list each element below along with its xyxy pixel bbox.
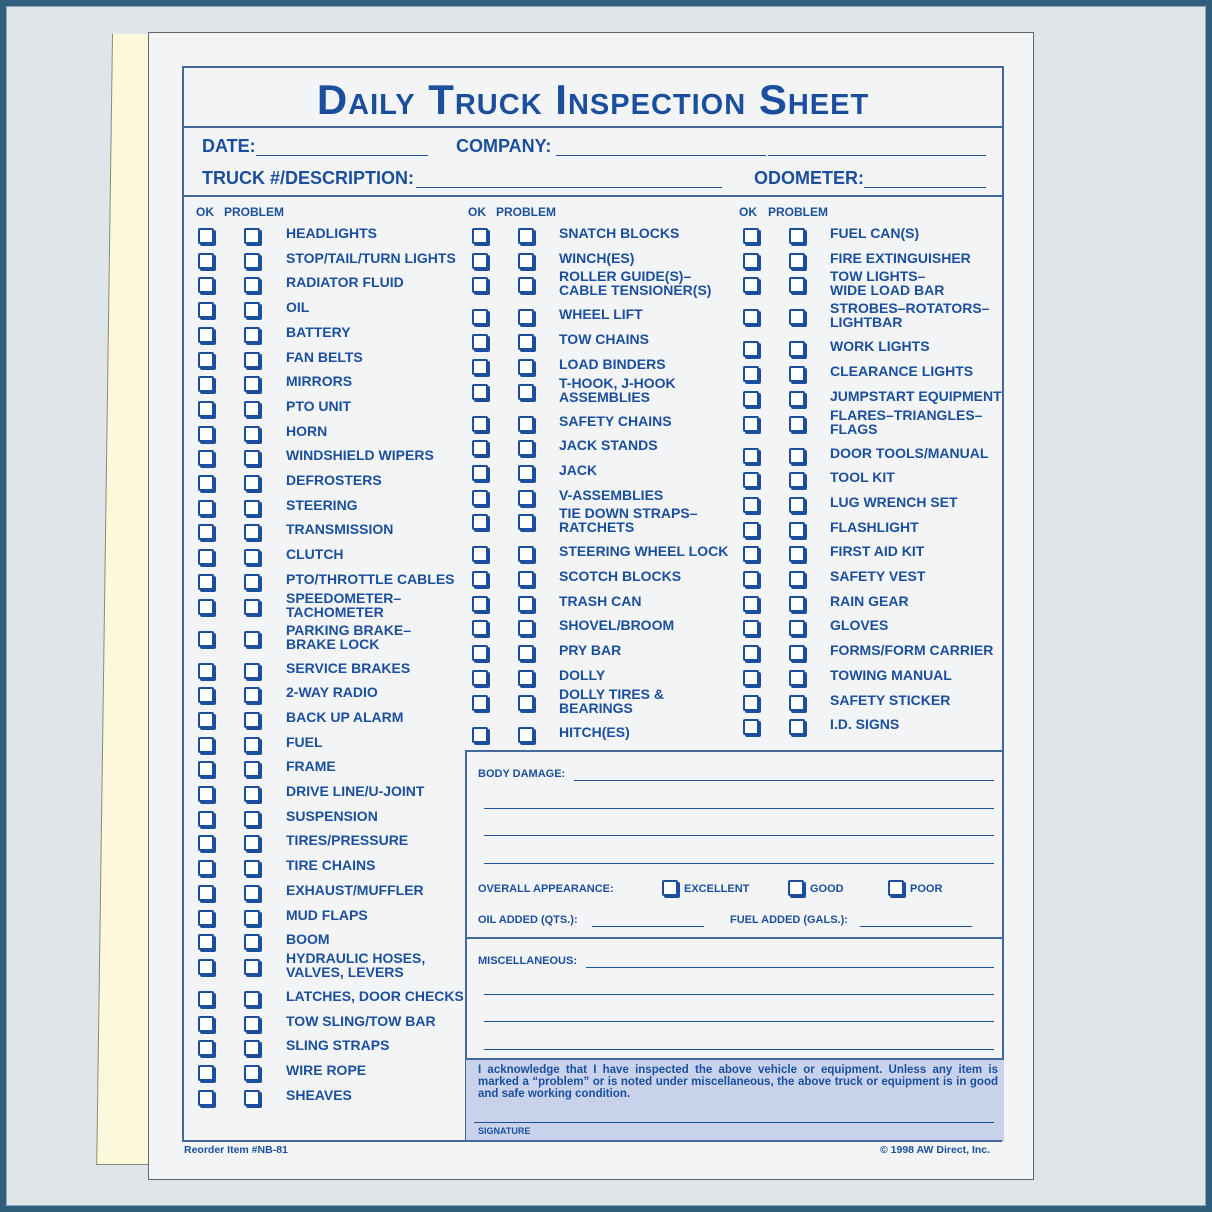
checklist-item-label: ROLLER GUIDE(S)– CABLE TENSIONER(S) [559,268,712,299]
problem-checkbox[interactable] [244,910,260,926]
checklist-item-label: PTO UNIT [286,397,352,414]
checklist-item-label: HORN [286,422,328,439]
ok-checkbox[interactable] [472,309,488,325]
checklist-item-label: MUD FLAPS [286,906,368,923]
problem-checkbox[interactable] [244,475,260,491]
checklist-item-label: FLASHLIGHT [830,518,919,535]
ok-checkbox[interactable] [472,727,488,743]
problem-checkbox[interactable] [789,695,805,711]
checklist-item-label: HEADLIGHTS [286,225,377,241]
checklist-item-label: FUEL CAN(S) [830,225,920,241]
ok-checkbox[interactable] [198,712,214,728]
ok-checkbox[interactable] [198,910,214,926]
ok-checkbox[interactable] [743,472,759,488]
ok-head-2: OK [468,205,486,219]
problem-checkbox[interactable] [244,376,260,392]
checklist-item-label: SAFETY CHAINS [559,412,672,429]
checklist-item-label: SERVICE BRAKES [286,659,411,676]
checklist-item-label: FORMS/FORM CARRIER [830,642,994,659]
problem-checkbox[interactable] [518,253,534,269]
checklist-item-label: STOP/TAIL/TURN LIGHTS [286,249,456,266]
checklist-item-label: SNATCH BLOCKS [559,225,680,241]
checklist-item-label: RAIN GEAR [830,592,909,609]
checklist-item-label: PRY BAR [559,642,622,659]
problem-checkbox[interactable] [518,514,534,530]
problem-head-3: PROBLEM [768,205,828,219]
checklist-item-label: CLEARANCE LIGHTS [830,363,974,380]
divider [466,937,1002,939]
problem-checkbox[interactable] [789,277,805,293]
oil-added-label: OIL ADDED (QTS.): [478,914,578,926]
checklist-item-label: SLING STRAPS [286,1037,390,1054]
problem-checkbox[interactable] [244,663,260,679]
checklist-item-label: SHOVEL/BROOM [559,617,675,634]
problem-checkbox[interactable] [244,450,260,466]
ok-checkbox[interactable] [198,860,214,876]
checklist-item-label: I.D. SIGNS [830,716,900,733]
date-line[interactable] [256,155,428,156]
problem-checkbox[interactable] [518,416,534,432]
checklist-item-label: TOOL KIT [830,469,895,486]
body-damage-line[interactable] [484,808,994,809]
truck-line[interactable] [416,187,722,188]
ok-checkbox[interactable] [198,835,214,851]
ok-checkbox[interactable] [198,376,214,392]
truck-label: TRUCK #/DESCRIPTION: [202,168,415,188]
problem-checkbox[interactable] [244,549,260,565]
checklist-item-label: PARKING BRAKE– BRAKE LOCK [286,621,411,652]
problem-checkbox[interactable] [244,631,260,647]
ok-checkbox[interactable] [198,1065,214,1081]
problem-checkbox[interactable] [518,571,534,587]
ok-checkbox[interactable] [198,786,214,802]
checklist-item-label: HYDRAULIC HOSES, VALVES, LEVERS [286,949,426,980]
checklist-item-label: SUSPENSION [286,807,378,824]
problem-checkbox[interactable] [244,761,260,777]
checklist-item-label: DOLLY TIRES & BEARINGS [559,685,665,716]
problem-checkbox[interactable] [518,309,534,325]
checklist-item-label: TIRES/PRESSURE [286,832,409,849]
problem-checkbox[interactable] [244,1016,260,1032]
ok-checkbox[interactable] [472,228,488,244]
checklist-item-label: FIRST AID KIT [830,543,925,560]
poor-checkbox[interactable] [888,880,904,896]
ok-checkbox[interactable] [198,228,214,244]
problem-checkbox[interactable] [518,334,534,350]
company-line-2[interactable] [768,155,986,156]
checklist-item-label: 2-WAY RADIO [286,684,378,701]
ok-checkbox[interactable] [198,885,214,901]
problem-checkbox[interactable] [244,352,260,368]
ok-checkbox[interactable] [198,500,214,516]
misc-line[interactable] [484,994,994,995]
fuel-added-label: FUEL ADDED (GALS.): [730,914,848,926]
problem-checkbox[interactable] [789,522,805,538]
ok-checkbox[interactable] [472,695,488,711]
checklist-item-label: LUG WRENCH SET [830,493,958,510]
problem-checkbox[interactable] [789,228,805,244]
reorder-text: Reorder Item #NB-81 [184,1144,288,1156]
checklist-item-label: JUMPSTART EQUIPMENT [830,387,1002,404]
checklist-item-label: SCOTCH BLOCKS [559,568,682,584]
problem-checkbox[interactable] [244,860,260,876]
problem-checkbox[interactable] [244,811,260,827]
checklist-item-label: RADIATOR FLUID [286,274,404,291]
ok-checkbox[interactable] [198,1040,214,1056]
checklist-item-label: HITCH(ES) [559,723,630,740]
problem-checkbox[interactable] [244,991,260,1007]
problem-checkbox[interactable] [244,737,260,753]
ok-checkbox[interactable] [472,620,488,636]
checklist-item-label: WINDSHIELD WIPERS [286,447,434,464]
problem-checkbox[interactable] [518,596,534,612]
problem-checkbox[interactable] [789,391,805,407]
checklist-item-label: TOWING MANUAL [830,666,952,683]
misc-line[interactable] [484,1021,994,1022]
ok-checkbox[interactable] [472,334,488,350]
miscellaneous-label: MISCELLANEOUS: [478,955,577,967]
body-damage-label: BODY DAMAGE: [478,768,566,780]
ok-checkbox[interactable] [198,426,214,442]
problem-checkbox[interactable] [518,228,534,244]
ok-checkbox[interactable] [743,341,759,357]
ok-checkbox[interactable] [198,991,214,1007]
problem-checkbox[interactable] [244,959,260,975]
ok-checkbox[interactable] [472,596,488,612]
checklist-item-label: DEFROSTERS [286,472,382,488]
problem-checkbox[interactable] [518,465,534,481]
ok-checkbox[interactable] [743,277,759,293]
checklist-item-label: BACK UP ALARM [286,708,404,725]
body-damage-line[interactable] [484,863,994,864]
checklist-item-label: FRAME [286,758,336,775]
signature-line[interactable] [474,1122,994,1123]
problem-checkbox[interactable] [244,687,260,703]
checklist-item-label: LOAD BINDERS [559,355,666,372]
problem-checkbox[interactable] [518,490,534,506]
company-line[interactable] [556,155,766,156]
ok-checkbox[interactable] [472,514,488,530]
problem-head-2: PROBLEM [496,205,556,219]
ok-checkbox[interactable] [198,253,214,269]
inspection-form [182,66,1004,1142]
body-damage-line[interactable] [574,780,994,781]
checklist-item-label: DRIVE LINE/U-JOINT [286,783,425,799]
checklist-item-label: T-HOOK, J-HOOK ASSEMBLIES [559,374,676,405]
ok-checkbox[interactable] [743,645,759,661]
ok-checkbox[interactable] [198,631,214,647]
ok-checkbox[interactable] [198,302,214,318]
date-label: DATE: [202,136,256,156]
ok-checkbox[interactable] [198,1016,214,1032]
overall-appearance-label: OVERALL APPEARANCE: [478,883,614,895]
checklist-item-label: FIRE EXTINGUISHER [830,249,971,266]
problem-checkbox[interactable] [244,327,260,343]
problem-checkbox[interactable] [518,359,534,375]
ok-checkbox[interactable] [198,352,214,368]
checklist-item-label: DOOR TOOLS/MANUAL [830,444,989,461]
problem-checkbox[interactable] [518,277,534,293]
problem-checkbox[interactable] [244,426,260,442]
problem-head-1: PROBLEM [224,205,284,219]
problem-checkbox[interactable] [244,253,260,269]
ok-checkbox[interactable] [472,571,488,587]
checklist-item-label: TRASH CAN [559,592,642,609]
good-label: GOOD [810,883,844,895]
ok-checkbox[interactable] [743,522,759,538]
checklist-item-label: TIE DOWN STRAPS– RATCHETS [559,505,698,536]
problem-checkbox[interactable] [789,448,805,464]
fuel-added-line[interactable] [860,926,972,927]
problem-checkbox[interactable] [789,596,805,612]
problem-checkbox[interactable] [244,228,260,244]
checklist-item-label: GLOVES [830,617,889,634]
problem-checkbox[interactable] [789,309,805,325]
problem-checkbox[interactable] [518,384,534,400]
problem-checkbox[interactable] [789,497,805,513]
ok-checkbox[interactable] [198,475,214,491]
ok-checkbox[interactable] [743,366,759,382]
problem-checkbox[interactable] [789,546,805,562]
problem-checkbox[interactable] [244,302,260,318]
excellent-label: EXCELLENT [684,883,750,895]
ok-checkbox[interactable] [472,416,488,432]
problem-checkbox[interactable] [789,719,805,735]
ok-checkbox[interactable] [198,524,214,540]
checklist-item-label: JACK [559,461,598,478]
problem-checkbox[interactable] [789,253,805,269]
divider [184,195,1002,197]
checklist-item-label: LATCHES, DOOR CHECKS [286,987,464,1004]
ok-checkbox[interactable] [743,695,759,711]
ok-checkbox[interactable] [198,663,214,679]
ok-checkbox[interactable] [472,384,488,400]
checklist-item-label: TRANSMISSION [286,521,394,538]
checklist-item-label: V-ASSEMBLIES [559,486,664,503]
checklist-item-label: TOW CHAINS [559,331,649,348]
poor-label: POOR [910,883,943,895]
acknowledgement-text: I acknowledge that I have inspected the above vehicle or equipment. Unless any item is marked a “problem” or is noted under miscellaneous, the above truck or equipment is in good and safe working condition. [478,1064,998,1100]
ok-checkbox[interactable] [743,253,759,269]
company-label: COMPANY: [456,136,552,156]
ok-checkbox[interactable] [743,620,759,636]
ok-checkbox[interactable] [198,549,214,565]
checklist-item-label: EXHAUST/MUFFLER [286,881,424,898]
ok-checkbox[interactable] [198,959,214,975]
checklist-item-label: FUEL [286,733,323,750]
problem-checkbox[interactable] [518,670,534,686]
problem-checkbox[interactable] [789,620,805,636]
problem-checkbox[interactable] [518,440,534,456]
problem-checkbox[interactable] [244,1040,260,1056]
problem-checkbox[interactable] [244,712,260,728]
problem-checkbox[interactable] [789,670,805,686]
ok-checkbox[interactable] [198,277,214,293]
ok-checkbox[interactable] [472,645,488,661]
ok-checkbox[interactable] [743,571,759,587]
ok-checkbox[interactable] [198,1090,214,1106]
problem-checkbox[interactable] [244,1065,260,1081]
copyright-text: © 1998 AW Direct, Inc. [880,1144,991,1156]
divider [466,1058,1004,1060]
ok-checkbox[interactable] [198,687,214,703]
problem-checkbox[interactable] [244,599,260,615]
divider [466,750,1002,752]
ok-checkbox[interactable] [743,228,759,244]
ok-checkbox[interactable] [198,737,214,753]
checklist-item-label: STEERING [286,496,358,513]
checklist-item-label: PTO/THROTTLE CABLES [286,570,455,587]
checklist-item-label: TIRE CHAINS [286,857,376,874]
checklist-item-label: BATTERY [286,323,351,340]
checklist-item-label: MIRRORS [286,373,353,390]
ok-checkbox[interactable] [472,490,488,506]
ok-checkbox[interactable] [743,546,759,562]
checklist-item-label: TOW SLING/TOW BAR [286,1012,436,1029]
ok-checkbox[interactable] [743,670,759,686]
ok-checkbox[interactable] [472,465,488,481]
checklist-item-label: FLARES–TRIANGLES– FLAGS [830,406,983,437]
problem-checkbox[interactable] [789,645,805,661]
problem-checkbox[interactable] [244,835,260,851]
problem-checkbox[interactable] [518,645,534,661]
ok-checkbox[interactable] [743,497,759,513]
ok-checkbox[interactable] [198,574,214,590]
ok-checkbox[interactable] [743,719,759,735]
divider [184,126,1002,128]
checklist-item-label: SHEAVES [286,1086,352,1103]
ok-checkbox[interactable] [472,546,488,562]
ok-checkbox[interactable] [743,309,759,325]
ok-checkbox[interactable] [472,277,488,293]
ok-checkbox[interactable] [198,327,214,343]
misc-line[interactable] [586,967,994,968]
checklist-item-label: WINCH(ES) [559,249,635,266]
problem-checkbox[interactable] [789,366,805,382]
checklist-item-label: SAFETY VEST [830,568,926,584]
problem-checkbox[interactable] [244,500,260,516]
checklist-item-label: SPEEDOMETER– TACHOMETER [286,589,402,620]
checklist-item-label: STROBES–ROTATORS– LIGHTBAR [830,300,990,331]
ok-checkbox[interactable] [743,596,759,612]
misc-line[interactable] [484,1049,994,1050]
ok-checkbox[interactable] [743,448,759,464]
problem-checkbox[interactable] [244,934,260,950]
checklist-item-label: WORK LIGHTS [830,338,930,355]
problem-checkbox[interactable] [518,620,534,636]
problem-checkbox[interactable] [518,546,534,562]
ok-checkbox[interactable] [743,416,759,432]
problem-checkbox[interactable] [244,885,260,901]
ok-checkbox[interactable] [472,670,488,686]
checklist-item-label: TOW LIGHTS– WIDE LOAD BAR [830,268,945,299]
ok-checkbox[interactable] [198,599,214,615]
ok-checkbox[interactable] [198,450,214,466]
problem-checkbox[interactable] [789,416,805,432]
problem-checkbox[interactable] [244,277,260,293]
problem-checkbox[interactable] [244,401,260,417]
form-title: Daily Truck Inspection Sheet [316,76,870,123]
ok-checkbox[interactable] [198,934,214,950]
ok-checkbox[interactable] [472,253,488,269]
ok-checkbox[interactable] [198,401,214,417]
problem-checkbox[interactable] [789,472,805,488]
checklist-item-label: BOOM [286,931,330,948]
ok-head-1: OK [196,205,214,219]
checklist-item-label: CLUTCH [286,546,344,563]
body-damage-line[interactable] [484,835,994,836]
odometer-line[interactable] [864,187,986,188]
divider [184,1140,1002,1142]
excellent-checkbox[interactable] [662,880,678,896]
oil-added-line[interactable] [592,926,704,927]
problem-checkbox[interactable] [244,524,260,540]
problem-checkbox[interactable] [518,727,534,743]
checklist-item-label: STEERING WHEEL LOCK [559,543,729,560]
signature-label: SIGNATURE [478,1126,531,1136]
problem-checkbox[interactable] [789,571,805,587]
problem-checkbox[interactable] [518,695,534,711]
checklist-item-label: WIRE ROPE [286,1062,367,1078]
problem-checkbox[interactable] [244,574,260,590]
ok-checkbox[interactable] [472,440,488,456]
ok-checkbox[interactable] [198,761,214,777]
ok-checkbox[interactable] [743,391,759,407]
checklist-item-label: DOLLY [559,666,606,683]
checklist-item-label: FAN BELTS [286,348,363,365]
odometer-label: ODOMETER: [754,168,864,188]
problem-checkbox[interactable] [244,786,260,802]
problem-checkbox[interactable] [789,341,805,357]
ok-head-3: OK [739,205,757,219]
problem-checkbox[interactable] [244,1090,260,1106]
ok-checkbox[interactable] [472,359,488,375]
good-checkbox[interactable] [788,880,804,896]
checklist-item-label: WHEEL LIFT [559,306,643,323]
acknowledgement-box [466,1060,1004,1142]
checklist-item-label: SAFETY STICKER [830,691,951,708]
ok-checkbox[interactable] [198,811,214,827]
checklist-item-label: JACK STANDS [559,437,658,454]
checklist-item-label: OIL [286,299,310,316]
